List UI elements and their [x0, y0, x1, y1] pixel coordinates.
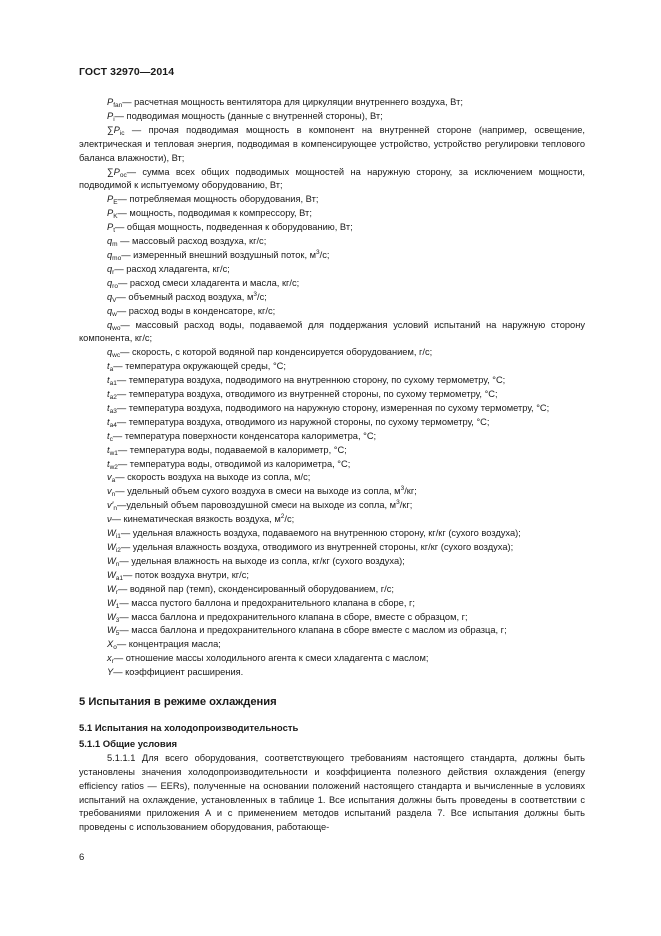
symbol-definition [79, 624, 585, 638]
symbol-definition [79, 652, 585, 666]
symbol-description: — температура воды, подаваемой в калориметр, °С; [117, 444, 347, 455]
symbol-subscript: n [115, 560, 120, 568]
symbol: P [107, 110, 114, 121]
symbol-subscript: a [111, 477, 116, 485]
symbol-definition [79, 444, 585, 458]
section-heading: 5 Испытания в режиме охлаждения [79, 696, 277, 709]
symbol-description: — масса баллона и предохранительного клапана в сборе, вместе с образцом, г; [119, 611, 468, 622]
symbol-subscript: 5 [115, 630, 120, 638]
symbol-subscript: n [113, 505, 118, 513]
symbol-definition [79, 541, 585, 555]
symbol: P [113, 166, 120, 177]
symbol-definition [79, 374, 585, 388]
symbol-description: — коэффициент расширения. [113, 667, 244, 678]
symbol-description: — водяной пар (темп), сконденсированный оборудованием, г/с; [117, 583, 394, 594]
symbol-definition [79, 388, 585, 402]
body-paragraph: 5.1.1.1 Для всего оборудования, соответствующего требованиям настоящего стандарта, должны быть установлены значения холодопроизводительности и коэффициента полезного действия охлаждения (energy efficiency ratios — EERs), полученные на основании положений настоящего стандарта и вычисленные в условиях испытаний на охлаждение, установленных в таблице 1. Все испытания должны быть проведены в соответствии с требованиями приложения А и с применением методов испытаний раздела 7. Все испытания должны быть проведены с использованием оборудования, работающе- [79, 752, 585, 833]
symbol: q [107, 347, 113, 358]
symbol: x [107, 653, 112, 664]
symbol-description: —удельный объем паровоздушной смеси на выходе из сопла, м [117, 500, 397, 511]
symbol-subscript: m [112, 241, 118, 249]
symbol: t [107, 375, 110, 386]
symbol-description: — массовый расход воды, подаваемой для поддержания условий испытаний на наружную сторону компонента, кг/с; [79, 319, 585, 344]
symbol: q [107, 305, 113, 316]
symbol-definition [79, 110, 585, 124]
symbol-description: — температура воздуха, подводимого на внутреннюю сторону, по сухому термометру, °С; [116, 375, 506, 386]
document-header: ГОСТ 32970—2014 [79, 66, 175, 78]
symbol-subscript: w1 [109, 449, 118, 457]
symbol-list [79, 96, 585, 680]
unit-suffix: /с; [256, 291, 267, 302]
symbol-definition [79, 458, 585, 472]
symbol-description: — удельная влажность воздуха, отводимого из внутренней стороны, кг/кг (сухого воздуха); [120, 542, 514, 552]
symbol-subscript: wc [112, 352, 121, 360]
symbol-description: — концентрация масла; [116, 639, 221, 650]
symbol: W [107, 569, 116, 580]
symbol-definition [79, 471, 585, 485]
symbol-subscript: E [113, 199, 118, 207]
symbol: W [107, 583, 116, 594]
unit-suffix: /с; [319, 249, 330, 260]
symbol-definition [79, 193, 585, 207]
symbol: X [107, 639, 114, 650]
symbol: t [107, 444, 110, 455]
unit-exponent: 3 [400, 485, 405, 493]
symbol-description: — температура поверхности конденсатора калориметра, °С; [112, 430, 377, 441]
symbol-description: — мощность, подводимая к компрессору, Вт; [117, 208, 312, 219]
symbol-description: — кинематическая вязкость воздуха, м [111, 514, 281, 525]
symbol: q [107, 236, 113, 247]
symbol: v′ [107, 500, 114, 511]
page-number: 6 [79, 852, 85, 863]
symbol-definition [79, 263, 585, 277]
symbol-subscript: wo [112, 324, 121, 332]
symbol-definition [79, 638, 585, 652]
symbol-description: — масса баллона и предохранительного клапана в сборе вместе с маслом из образца, г; [119, 625, 507, 636]
symbol-description: — скорость, с которой водяной пар конденсируется оборудованием, г/с; [120, 347, 433, 358]
symbol-definition [79, 277, 585, 291]
symbol-definition [79, 499, 585, 513]
symbol: W [107, 555, 116, 566]
symbol-definition [79, 124, 585, 166]
symbol: P [107, 208, 114, 219]
symbol: t [107, 361, 110, 372]
symbol-subscript: mo [112, 254, 122, 262]
symbol-subscript: o [113, 644, 117, 652]
symbol: q [107, 249, 113, 260]
symbol-definition [79, 207, 585, 221]
sum-sign: ∑ [107, 166, 114, 177]
symbol: P [107, 97, 114, 107]
symbol-subscript: a1 [115, 574, 124, 582]
symbol-description: — температура окружающей среды, °С; [113, 361, 286, 372]
symbol-subscript: a2 [109, 394, 117, 402]
symbol-subscript: K [113, 213, 118, 221]
symbol-definition [79, 583, 585, 597]
symbol: Y [107, 667, 114, 678]
unit-suffix: /кг; [404, 486, 417, 497]
symbol-description: — отношение массы холодильного агента к смеси хладагента с маслом; [113, 653, 429, 664]
symbol-subscript: t [113, 227, 116, 235]
symbol-definition [79, 485, 585, 499]
unit-exponent: 2 [280, 513, 285, 521]
symbol: W [107, 542, 116, 552]
sum-sign: ∑ [107, 124, 114, 135]
symbol-description: — прочая подводимая мощность в компонент на внутренней стороне (например, освещение, электрическая и тепловая энергия, подводимая в компенсирующее устройство, устройство регулировки теплового баланса влажности), Вт; [79, 124, 585, 163]
symbol-description: — удельный объем сухого воздуха в смеси на выходе из сопла, м [115, 486, 401, 497]
symbol: W [107, 611, 116, 622]
symbol: t [107, 430, 110, 441]
symbol: v [107, 486, 112, 497]
symbol-subscript: V [112, 296, 117, 304]
symbol-description: — потребляемая мощность оборудования, Вт; [117, 194, 319, 205]
symbol-subscript: c [109, 435, 113, 443]
symbol-description: — температура воздуха, отводимого из наружной стороны, по сухому термометру, °С; [116, 416, 490, 427]
symbol-description: — удельная влажность воздуха, подаваемого на внутреннюю сторону, кг/кг (сухого воздуха); [120, 528, 521, 539]
symbol-description: — расчетная мощность вентилятора для циркуляции внутреннего воздуха, Вт; [122, 97, 463, 107]
symbol-subscript: i1 [115, 533, 121, 541]
symbol: t [107, 416, 110, 427]
symbol: P [107, 194, 114, 205]
symbol-definition [79, 319, 585, 347]
symbol-definition [79, 513, 585, 527]
symbol-definition [79, 527, 585, 541]
symbol-definition [79, 96, 585, 110]
symbol-definition [79, 430, 585, 444]
symbol: v [107, 472, 112, 483]
symbol-subscript: ic [119, 129, 125, 137]
symbol-subscript: i [113, 115, 115, 123]
symbol: t [107, 402, 110, 413]
symbol: W [107, 597, 116, 608]
symbol-definition [79, 569, 585, 583]
symbol: ν [107, 514, 112, 525]
symbol-subscript: ro [112, 282, 118, 290]
symbol-description: — массовый расход воздуха, кг/с; [117, 236, 267, 247]
symbol-definition [79, 166, 585, 194]
symbol-subscript: oc [119, 171, 127, 179]
symbol-definition [79, 597, 585, 611]
symbol-definition [79, 666, 585, 680]
symbol: t [107, 389, 110, 400]
symbol-definition [79, 611, 585, 625]
unit-suffix: /с; [284, 514, 295, 525]
symbol-subscript: r [111, 658, 114, 666]
symbol-description: — объемный расход воздуха, м [116, 291, 254, 302]
symbol-description: — измеренный внешний воздушный поток, м [121, 249, 317, 260]
symbol-subscript: 3 [115, 616, 120, 624]
unit-exponent: 3 [316, 248, 320, 256]
symbol-description: — подводимая мощность (данные с внутренней стороны), Вт; [114, 110, 383, 121]
symbol-subscript: fan [113, 102, 123, 109]
symbol-definition [79, 221, 585, 235]
symbol: t [107, 458, 110, 469]
symbol-description: — температура воздуха, отводимого из внутренней стороны, по сухому термометру, °С; [116, 389, 498, 400]
symbol-definition [79, 305, 585, 319]
symbol-description: — температура воздуха, подводимого на наружную сторону, измеренная по сухому термометру, °С; [116, 402, 550, 413]
symbol-definition [79, 360, 585, 374]
symbol-definition [79, 235, 585, 249]
symbol-subscript: n [111, 491, 116, 499]
symbol: W [107, 625, 116, 636]
symbol-description: — расход смеси хладагента и масла, кг/с; [117, 277, 300, 288]
unit-suffix: /кг; [399, 500, 413, 511]
symbol-subscript: a [109, 366, 114, 374]
symbol-definition [79, 249, 585, 263]
symbol-definition [79, 416, 585, 430]
subsubsection-heading: 5.1.1 Общие условия [79, 738, 178, 750]
symbol-description: — общая мощность, подведенная к оборудованию, Вт; [115, 222, 353, 233]
symbol-description: — сумма всех общих подводимых мощностей на наружную сторону, за исключением мощности, подводимой к испытуемому оборудованию, Вт; [79, 166, 585, 191]
symbol: W [107, 528, 116, 539]
symbol-subscript: w2 [109, 463, 118, 471]
document-body [79, 96, 585, 835]
symbol-description: — удельная влажность на выходе из сопла, кг/кг (сухого воздуха); [119, 555, 405, 566]
symbol: q [107, 319, 113, 330]
unit-exponent: 3 [396, 499, 400, 507]
symbol-description: — поток воздуха внутри, кг/с; [123, 569, 249, 580]
symbol-subscript: r [115, 588, 118, 596]
symbol: q [107, 277, 113, 288]
symbol-subscript: 1 [115, 602, 120, 610]
symbol-subscript: a1 [109, 380, 117, 388]
symbol-definition [79, 402, 585, 416]
symbol-subscript: r [112, 268, 115, 276]
symbol-subscript: a3 [109, 407, 117, 415]
unit-exponent: 3 [253, 290, 257, 298]
symbol-description: — расход хладагента, кг/с; [114, 263, 230, 274]
symbol: q [107, 263, 113, 274]
symbol: P [113, 124, 120, 135]
symbol-description: — скорость воздуха на выходе из сопла, м/с; [115, 472, 311, 483]
subsection-heading: 5.1 Испытания на холодопроизводительность [79, 722, 299, 734]
symbol-definition [79, 346, 585, 360]
symbol: P [107, 222, 114, 233]
symbol-subscript: w [112, 310, 117, 318]
symbol-description: — температура воды, отводимой из калориметра, °С; [117, 458, 351, 469]
symbol-description: — расход воды в конденсаторе, кг/с; [116, 305, 276, 316]
symbol: q [107, 291, 113, 302]
symbol-subscript: i2 [115, 547, 121, 554]
symbol-definition [79, 291, 585, 305]
symbol-description: — масса пустого баллона и предохранительного клапана в сборе, г; [119, 597, 415, 608]
symbol-definition [79, 555, 585, 569]
symbol-subscript: a4 [109, 421, 117, 429]
